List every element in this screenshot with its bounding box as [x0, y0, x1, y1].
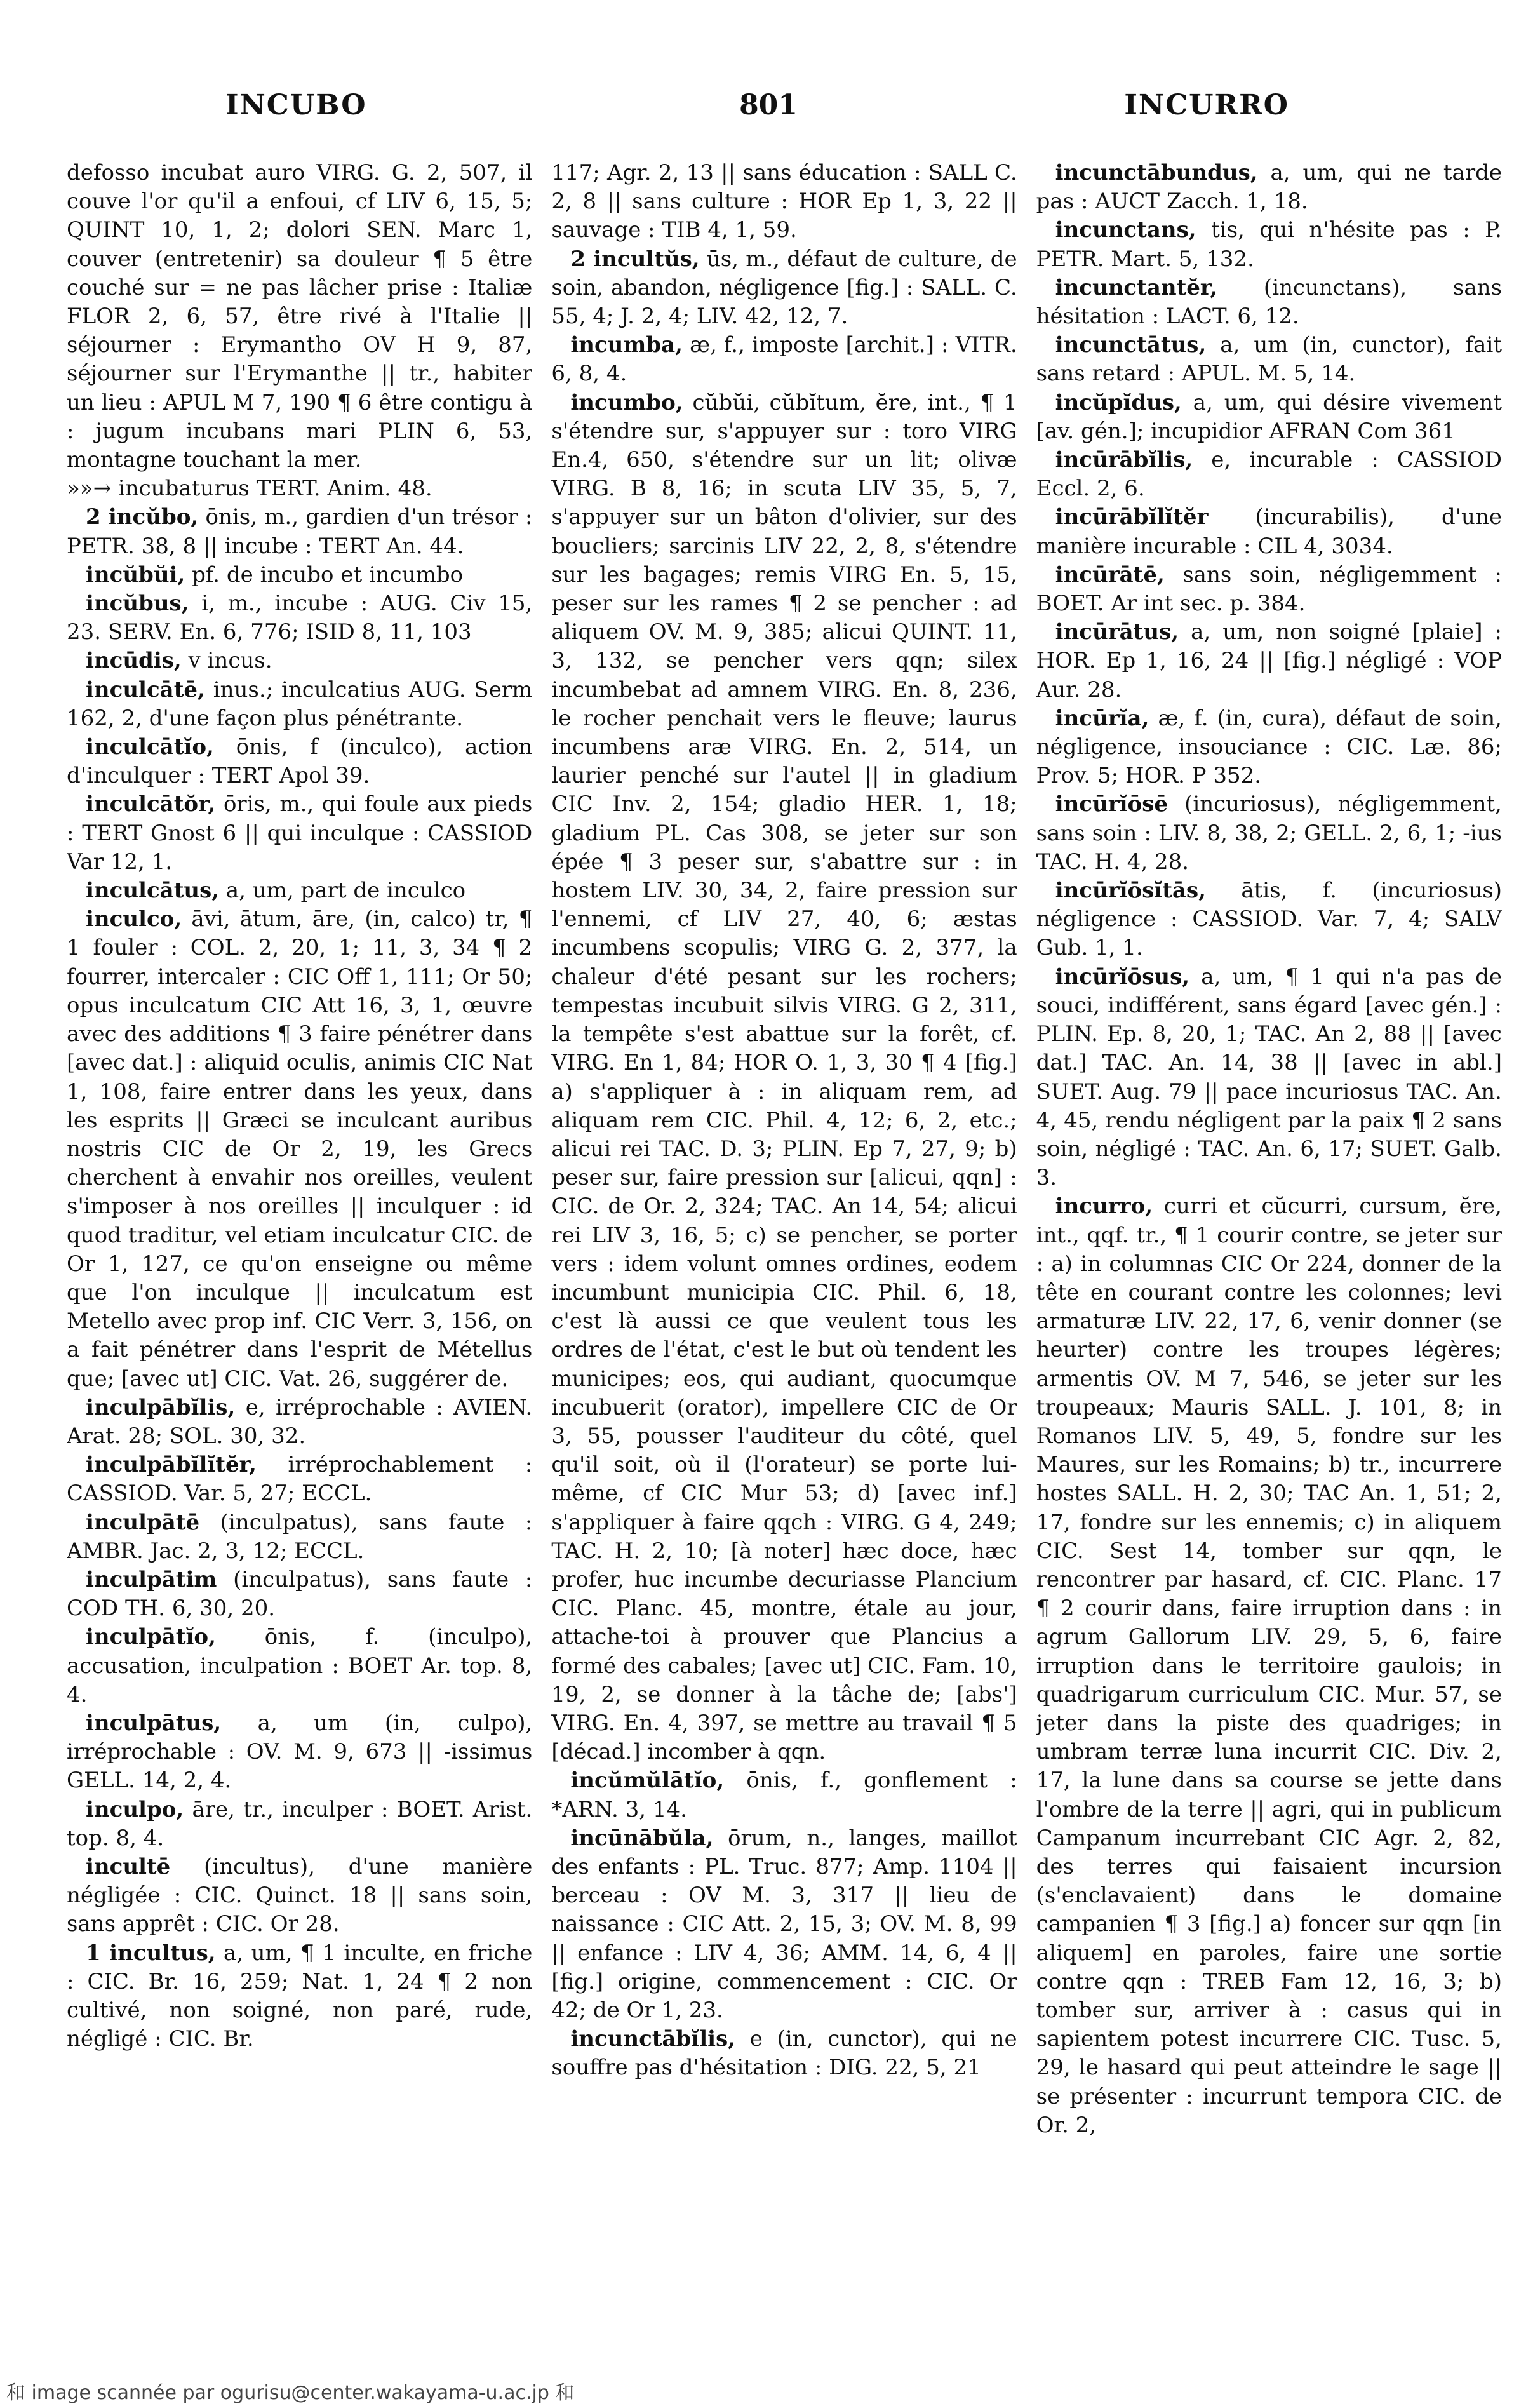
headword: incunctābĭlis, — [570, 2026, 736, 2052]
dictionary-columns — [67, 159, 1502, 2331]
dictionary-entry — [67, 877, 532, 905]
headword: 2 incŭbo, — [86, 504, 199, 530]
dictionary-entry — [67, 474, 532, 503]
dictionary-entry — [67, 1709, 532, 1796]
headword: incūrĭōsus, — [1055, 964, 1190, 990]
headword: incunctantĕr, — [1055, 274, 1218, 300]
dictionary-entry — [67, 159, 532, 474]
entry-text: a, um, ¶ 1 inculte, en friche : CIC. Br. 16, 259; Nat. 1, 24 ¶ 2 non cultivé, non soigné, non paré, rude, négligé : CIC. Br. — [67, 1940, 533, 2052]
dictionary-entry — [67, 1451, 532, 1508]
dictionary-entry — [1036, 963, 1502, 1193]
dictionary-entry — [551, 1824, 1017, 2025]
dictionary-entry — [67, 1509, 532, 1566]
dictionary-entry — [1036, 389, 1502, 446]
scan-credit: 和 image scannée par ogurisu@center.wakayama-u.ac.jp 和 — [6, 2382, 575, 2404]
dictionary-entry — [67, 676, 532, 733]
entry-text: ōnis, f. (inculpo), accusation, inculpation : BOET Ar. top. 8, 4. — [67, 1624, 533, 1707]
dictionary-entry — [551, 159, 1017, 245]
entry-text: (incurabilis), d'une manière incurable : CIL 4, 3034. — [1036, 504, 1502, 559]
dictionary-entry — [1036, 704, 1502, 791]
entry-text: e (in, cunctor), qui ne souffre pas d'hésitation : DIG. 22, 5, 21 — [551, 2026, 1017, 2081]
column-3 — [1036, 159, 1502, 2331]
entry-text: ōnis, m., gardien d'un trésor : PETR. 38, 8 || incube : TERT An. 44. — [67, 504, 533, 559]
dictionary-entry — [67, 589, 532, 647]
dictionary-entry — [1036, 159, 1502, 216]
dictionary-entry — [67, 503, 532, 560]
headword: inculcātē, — [86, 676, 205, 702]
headword: incūrĭōsĭtās, — [1055, 878, 1206, 904]
headword: inculpātē — [86, 1509, 200, 1535]
entry-text: æ, f. (in, cura), défaut de soin, négligence, insouciance : CIC. Læ. 86; Prov. 5; HOR. P 352. — [1036, 705, 1502, 789]
entry-text: ōris, m., qui foule aux pieds : TERT Gnost 6 || qui inculque : CASSIOD Var 12, 1. — [67, 791, 533, 875]
headword: incūrābĭlĭtĕr — [1055, 504, 1209, 530]
entry-text: a, um, part de inculco — [219, 878, 466, 904]
entry-text: ōnis, f., gonflement : *ARN. 3, 14. — [551, 1768, 1017, 1822]
entry-text: (inculpatus), sans faute : COD TH. 6, 30, 20. — [67, 1566, 533, 1622]
dictionary-entry — [1036, 503, 1502, 560]
entry-text: æ, f., imposte [archit.] : VITR. 6, 8, 4. — [551, 332, 1017, 387]
dictionary-entry — [551, 389, 1017, 1767]
dictionary-entry — [67, 1796, 532, 1853]
entry-text: ōnis, f (inculco), action d'inculquer : TERT Apol 39. — [67, 734, 533, 789]
dictionary-entry — [67, 1394, 532, 1451]
entry-text: irréprochablement : CASSIOD. Var. 5, 27; ECCL. — [67, 1452, 533, 1507]
dictionary-entry — [551, 1766, 1017, 1824]
entry-text: pf. de incubo et incumbo — [185, 561, 464, 588]
entry-text: e, incurable : CASSIOD Eccl. 2, 6. — [1036, 447, 1502, 502]
dictionary-entry — [67, 1566, 532, 1623]
entry-text: a, um, qui désire vivement [av. gén.]; incupidior AFRAN Com 361 — [1036, 389, 1502, 444]
headword: incūrātē, — [1055, 561, 1165, 588]
headword: incunctans, — [1055, 217, 1196, 243]
headword: inculcātus, — [86, 878, 220, 904]
headword: incūrĭa, — [1055, 705, 1149, 731]
dictionary-entry — [67, 561, 532, 589]
column-1 — [67, 159, 532, 2331]
page-number: 801 — [739, 89, 798, 121]
headword: incumba, — [570, 332, 683, 358]
headword: inculpātus, — [86, 1710, 222, 1736]
dictionary-entry — [1036, 877, 1502, 963]
headword: incŭmŭlātĭo, — [570, 1768, 725, 1794]
headword: incunctātus, — [1055, 332, 1207, 358]
dictionary-entry — [67, 733, 532, 790]
entry-text: inus.; inculcatius AUG. Serm 162, 2, d'une façon plus pénétrante. — [67, 676, 533, 731]
dictionary-entry — [67, 1623, 532, 1709]
dictionary-entry — [1036, 331, 1502, 388]
entry-text: cŭbŭi, cŭbĭtum, ĕre, int., ¶ 1 s'étendre sur, s'appuyer sur : toro VIRG En.4, 650, s'étendre sur un lit; olivæ VIRG. B 8, 16; in scuta LIV 35, 5, 7, s'appuyer sur un bâton d'olivier, sur des boucliers; sarcinis LIV 22, 2, 8, s'étendre sur les bagages; remis VIRG En. 5, 15, peser sur les rames ¶ 2 se pencher : ad aliquem OV. M. 9, 385; alicui QUINT. 11, 3, 132, se pencher vers qqn; silex incumbebat ad amnem VIRG. En. 8, 236, le rocher penchait vers le fleuve; laurus incumbens aræ VIRG. En. 2, 514, un laurier penché sur l'autel || in gladium CIC Inv. 2, 154; gladio HER. 1, 18; gladium PL. Cas 308, se jeter sur son épée ¶ 3 peser sur, s'abattre sur : in hostem LIV. 30, 34, 2, faire pression sur l'ennemi, cf LIV 27, 40, 6; æstas incumbens scopulis; VIRG G. 2, 377, la chaleur d'été pesant sur les rochers; tempestas incubuit silvis VIRG. G 2, 311, la tempête s'est abattue sur la forêt, cf. VIRG. En 1, 84; HOR O. 1, 3, 30 ¶ 4 [fig.] a) s'appliquer à : in aliquam rem, ad aliquam rem CIC. Phil. 4, 12; 6, 2, etc.; alicui rei TAC. D. 3; PLIN. Ep 7, 27, 9; b) peser sur, faire pression sur [alicui, qqn] : CIC. de Or. 2, 324; TAC. An 14, 54; alicui rei LIV 3, 16, 5; c) se pencher, se porter vers : idem volunt omnes ordines, eodem incumbunt municipia CIC. Phil. 6, 18, c'est là aussi ce que veulent tous les ordres de l'état, c'est le but où tendent les municipes; eos, qui audiant, quocumque incubuerit (orator), impellere CIC de Or 3, 55, pousser l'auditeur du côté, quel qu'il soit, où il (l'orateur) se porte lui-même, cf CIC Mur 53; d) [avec inf.] s'appliquer à faire qqch : VIRG. G 4, 249; TAC. H. 2, 10; [à noter] hæc doce, hæc profer, huc incumbe decuriasse Plancium CIC. Planc. 45, montre, étale au jour, attache-toi à prouver que Plancius a formé des cabales; [avec ut] CIC. Fam. 10, 19, 2, se donner à la tâche de; [abs'] VIRG. En. 4, 397, se mettre au travail ¶ 5 [décad.] incomber à qqn. — [551, 389, 1017, 1765]
entry-text: sans soin, négligemment : BOET. Ar int sec. p. 384. — [1036, 561, 1502, 617]
entry-text: v incus. — [181, 648, 272, 674]
headword: inculcātŏr, — [86, 791, 216, 817]
entry-text: a, um (in, cunctor), fait sans retard : APUL. M. 5, 14. — [1036, 332, 1502, 387]
headword: incurro, — [1055, 1193, 1153, 1220]
running-head-right: INCURRO — [1124, 89, 1289, 121]
dictionary-entry — [1036, 216, 1502, 273]
headword: incŭpĭdus, — [1055, 389, 1182, 415]
running-head-left: INCUBO — [225, 89, 367, 121]
dictionary-entry — [67, 647, 532, 675]
entry-text: āvi, ātum, āre, (in, calco) tr, ¶ 1 fouler : COL. 2, 20, 1; 11, 3, 34 ¶ 2 fourrer, intercaler : CIC Off 1, 111; Or 50; opus inculcatum CIC Att 16, 3, 1, œuvre avec des additions ¶ 3 faire pénétrer dans [avec dat.] : aliquid oculis, animis CIC Nat 1, 108, faire entrer dans les yeux, dans les esprits || Græci se inculcant auribus nostris CIC de Or 2, 19, les Grecs cherchent à envahir nos oreilles, veulent s'imposer à nos oreilles || inculquer : id quod traditur, vel etiam inculcatur CIC. de Or 1, 127, ce qu'on enseigne ou même que l'on inculque || inculcatum est Metello avec prop inf. CIC Verr. 3, 156, on a fait pénétrer dans l'esprit de Métellus que; [avec ut] CIC. Vat. 26, suggérer de. — [67, 906, 533, 1392]
dictionary-entry — [551, 245, 1017, 332]
entry-text: tis, qui n'hésite pas : P. PETR. Mart. 5, 132. — [1036, 217, 1502, 272]
headword: incŭbŭi, — [86, 561, 185, 588]
dictionary-entry — [67, 1939, 532, 2054]
entry-text: a, um, non soigné [plaie] : HOR. Ep 1, 16, 24 || [fig.] négligé : VOP Aur. 28. — [1036, 619, 1502, 702]
entry-text: (incunctans), sans hésitation : LACT. 6, 12. — [1036, 274, 1502, 330]
headword: inculpātim — [86, 1566, 217, 1592]
entry-text: curri et cŭcurri, cursum, ĕre, int., qqf. tr., ¶ 1 courir contre, se jeter sur : a) in columnas CIC Or 224, donner de la tête en courant contre les colonnes; levi armaturæ LIV. 22, 17, 6, venir donner (se heurter) contre les troupes légères; armentis OV. M 7, 546, se jeter sur les troupeaux; Mauris SALL. J. 101, 8; in Romanos LIV. 5, 49, 5, fondre sur les Maures, sur les Romains; b) tr., incurrere hostes SALL. H. 2, 30; TAC An. 1, 51; 2, 17, fondre sur les ennemis; c) in aliquem CIC. Sest 14, tomber sur qqn, le rencontrer par hasard, cf. CIC. Planc. 17 ¶ 2 courir dans, faire irruption dans : in agrum Gallorum LIV. 29, 5, 6, faire irruption dans le territoire gaulois; in quadrigarum curriculum CIC. Mur. 57, se jeter dans la piste des quadriges; in umbram terræ luna incurrit CIC. Div. 2, 17, la lune dans sa course se jette dans l'ombre de la terre || agri, qui in publicum Campanum incurrebant CIC Agr. 2, 82, des terres qui faisaient incursion (s'enclavaient) dans le domaine campanien ¶ 3 [fig.] a) foncer sur qqn [in aliquem] en paroles, faire une sortie contre qqn : TREB Fam 12, 16, 3; b) tomber sur, arriver à : casus qui in sapientem potest incurrere CIC. Tusc. 5, 29, le hasard qui peut atteindre le sage || se présenter : incurrunt tempora CIC. de Or. 2, — [1036, 1193, 1502, 2138]
headword: inculco, — [86, 906, 182, 932]
headword: incūdis, — [86, 648, 182, 674]
entry-text: āre, tr., inculper : BOET. Arist. top. 8, 4. — [67, 1796, 533, 1851]
dictionary-entry — [1036, 1192, 1502, 2140]
entry-text: a, um, qui ne tarde pas : AUCT Zacch. 1, 18. — [1036, 160, 1502, 215]
headword: inculpo, — [86, 1796, 184, 1822]
dictionary-entry — [1036, 561, 1502, 618]
headword: 1 incultus, — [86, 1940, 216, 1966]
headword: incūrābĭlis, — [1055, 447, 1193, 473]
headword: incunctābundus, — [1055, 160, 1258, 185]
entry-text: (inculpatus), sans faute : AMBR. Jac. 2, 3, 12; ECCL. — [67, 1509, 533, 1564]
headword: incumbo, — [570, 389, 683, 415]
headword: incūrātus, — [1055, 619, 1179, 645]
headword: incŭbus, — [86, 591, 189, 617]
entry-text: ātis, f. (incuriosus) négligence : CASSIOD. Var. 7, 4; SALV Gub. 1, 1. — [1036, 878, 1502, 961]
entry-text: defosso incubat auro VIRG. G. 2, 507, il couve l'or qu'il a enfoui, cf LIV 6, 15, 5; QUINT 10, 1, 2; dolori SEN. Marc 1, couver (entretenir) sa douleur ¶ 5 être couché sur = ne pas lâcher prise : Italiæ FLOR 2, 6, 57, être rivé à l'Italie || séjourner : Erymantho OV H 9, 87, séjourner sur l'Erymanthe || tr., habiter un lieu : APUL M 7, 190 ¶ 6 être contigu à : jugum incubans mari PLIN 6, 53, montagne touchant la mer. — [67, 160, 533, 473]
headword: inculpābĭlis, — [86, 1394, 236, 1420]
dictionary-entry — [67, 905, 532, 1393]
headword: inculpātĭo, — [86, 1624, 216, 1650]
entry-text: ōrum, n., langes, maillot des enfants : PL. Truc. 877; Amp. 1104 || berceau : OV M. 3, 317 || lieu de naissance : CIC Att. 2, 15, 3; OV. M. 8, 99 || enfance : LIV 4, 36; AMM. 14, 6, 4 || [fig.] origine, commencement : CIC. Or 42; de Or 1, 23. — [551, 1825, 1017, 2023]
dictionary-entry — [1036, 618, 1502, 704]
entry-text: ūs, m., défaut de culture, de soin, abandon, négligence [fig.] : SALL. C. 55, 4; J. 2, 4; LIV. 42, 12, 7. — [551, 246, 1017, 330]
column-2 — [551, 159, 1017, 2331]
entry-text: a, um (in, culpo), irréprochable : OV. M. 9, 673 || -issimus GELL. 14, 2, 4. — [67, 1710, 533, 1794]
dictionary-entry — [1036, 274, 1502, 331]
entry-text: 117; Agr. 2, 13 || sans éducation : SALL C. 2, 8 || sans culture : HOR Ep 1, 3, 22 || sauvage : TIB 4, 1, 59. — [551, 160, 1017, 243]
page-header — [0, 89, 1540, 146]
dictionary-entry — [1036, 446, 1502, 503]
entry-text: i, m., incube : AUG. Civ 15, 23. SERV. En. 6, 776; ISID 8, 11, 103 — [67, 591, 533, 645]
entry-text: »»→ incubaturus TERT. Anim. 48. — [67, 476, 432, 502]
dictionary-entry — [67, 1853, 532, 1939]
dictionary-entry — [1036, 790, 1502, 877]
entry-text: e, irréprochable : AVIEN. Arat. 28; SOL. 30, 32. — [67, 1394, 533, 1449]
entry-text: a, um, ¶ 1 qui n'a pas de souci, indifférent, sans égard [avec gén.] : PLIN. Ep. 8, 20, 1; TAC. An 2, 88 || [avec dat.] TAC. An. 14, 38 || [avec in abl.] SUET. Aug. 79 || pace incuriosus TAC. An. 4, 45, rendu négligent par la paix ¶ 2 sans soin, négligé : TAC. An. 6, 17; SUET. Galb. 3. — [1036, 964, 1502, 1191]
entry-text: (incultus), d'une manière négligée : CIC. Quinct. 18 || sans soin, sans apprêt : CIC. Or 28. — [67, 1853, 533, 1937]
headword: inculcātĭo, — [86, 734, 214, 760]
headword: inculpābĭlĭtĕr, — [86, 1452, 257, 1478]
headword: incūrĭōsē — [1055, 791, 1168, 817]
dictionary-entry — [551, 331, 1017, 388]
headword: 2 incultŭs, — [570, 246, 700, 272]
dictionary-entry — [551, 2025, 1017, 2082]
dictionary-entry — [67, 790, 532, 877]
headword: incultē — [86, 1853, 171, 1879]
headword: incūnābŭla, — [570, 1825, 714, 1851]
entry-text: (incuriosus), négligemment, sans soin : LIV. 8, 38, 2; GELL. 2, 6, 1; -ius TAC. H. 4, 28. — [1036, 791, 1502, 875]
